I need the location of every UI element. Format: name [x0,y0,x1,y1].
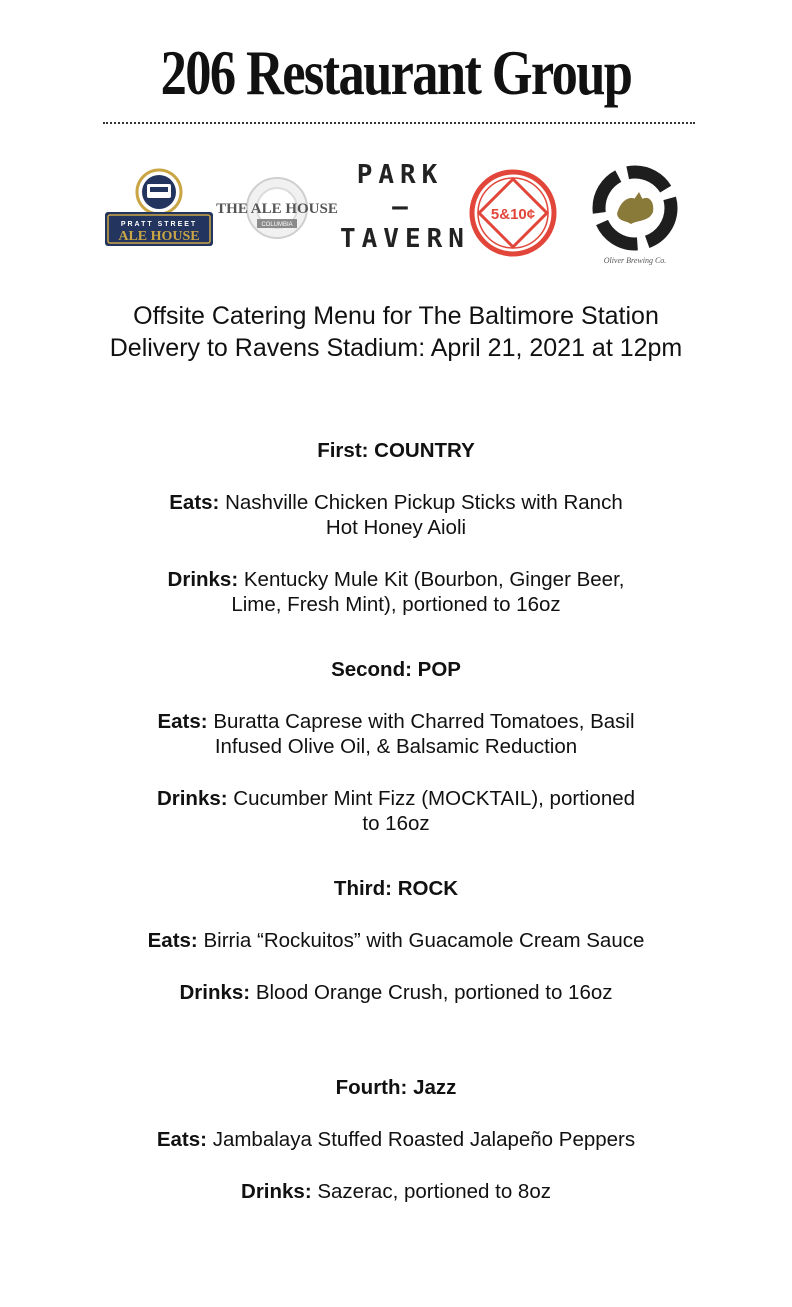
alehouse-logo-line1: THE ALE HOUSE [216,201,338,217]
drinks-item [96,1179,696,1204]
course-name: POP [417,658,461,681]
eats-text-line1: Buratta Caprese with Charred Tomatoes, Basil [213,710,635,733]
eats-label: Eats: [156,1128,207,1151]
park-logo-dash: — [392,192,408,222]
course-fourth [96,1075,696,1204]
course-first [96,438,696,617]
course-heading [96,876,696,901]
drinks-text-line1: Cucumber Mint Fizz (MOCKTAIL), portioned [233,787,636,810]
drinks-item [96,567,696,617]
eats-text-line2: Hot Honey Aioli [325,516,467,539]
course-prefix: Third: [333,877,392,900]
title-divider [103,122,695,124]
course-heading [96,438,696,463]
eats-text-line1: Jambalaya Stuffed Roasted Jalapeño Peppers [212,1128,636,1151]
course-prefix: Second: [331,658,412,681]
eats-item [96,709,696,759]
eats-item [96,928,696,953]
drinks-label: Drinks: [156,787,228,810]
course-name: Jazz [413,1076,457,1099]
pratt-street-ale-house-logo [103,166,215,250]
logo-strip [95,158,695,268]
drinks-text-line2: to 16oz [362,812,430,835]
drinks-label: Drinks: [179,981,251,1004]
course-heading [96,657,696,682]
eats-text-line2: Infused Olive Oil, & Balsamic Reduction [214,735,578,758]
five-and-ten-logo [467,170,559,256]
course-prefix: Fourth: [335,1076,408,1099]
park-logo-line2: TAVERN [340,224,470,254]
drinks-item [96,786,696,836]
drinks-text-line2: Lime, Fresh Mint), portioned to 16oz [231,593,561,616]
intro-line-2: Delivery to Ravens Stadium: April 21, 2021 at 12pm [109,334,683,362]
menu-intro [0,300,792,364]
eats-label: Eats: [157,710,208,733]
drinks-text-line1: Kentucky Mule Kit (Bourbon, Ginger Beer, [243,568,625,591]
course-name: ROCK [397,877,459,900]
park-logo-line1: PARK [356,160,444,190]
intro-line-1: Offsite Catering Menu for The Baltimore Station [133,302,659,330]
eats-label: Eats: [147,929,198,952]
alehouse-logo-line2: COLUMBIA [261,222,293,228]
eats-item [96,490,696,540]
drinks-label: Drinks: [167,568,239,591]
park-tavern-logo [340,158,470,258]
drinks-text-line1: Blood Orange Crush, portioned to 16oz [255,981,613,1004]
course-heading [96,1075,696,1100]
fiveten-logo-text: 5&10¢ [490,206,536,223]
course-third [96,876,696,1005]
drinks-text-line1: Sazerac, portioned to 8oz [317,1180,551,1203]
eats-text-line1: Birria “Rockuitos” with Guacamole Cream Sauce [203,929,645,952]
eats-label: Eats: [169,491,220,514]
course-prefix: First: [317,439,369,462]
eats-item [96,1127,696,1152]
group-title: 206 Restaurant Group [160,37,632,108]
eats-text-line1: Nashville Chicken Pickup Sticks with Ranch [225,491,623,514]
drinks-item [96,980,696,1005]
menu-courses [96,438,696,1204]
course-name: COUNTRY [374,439,475,462]
course-second [96,657,696,836]
oliver-brewing-logo [587,164,683,268]
oliver-logo-caption: Oliver Brewing Co. [603,256,667,265]
drinks-label: Drinks: [241,1180,312,1203]
the-ale-house-logo [216,170,338,250]
pratt-logo-line2: ALE HOUSE [118,229,200,244]
pratt-logo-line1: PRATT STREET [120,221,198,228]
